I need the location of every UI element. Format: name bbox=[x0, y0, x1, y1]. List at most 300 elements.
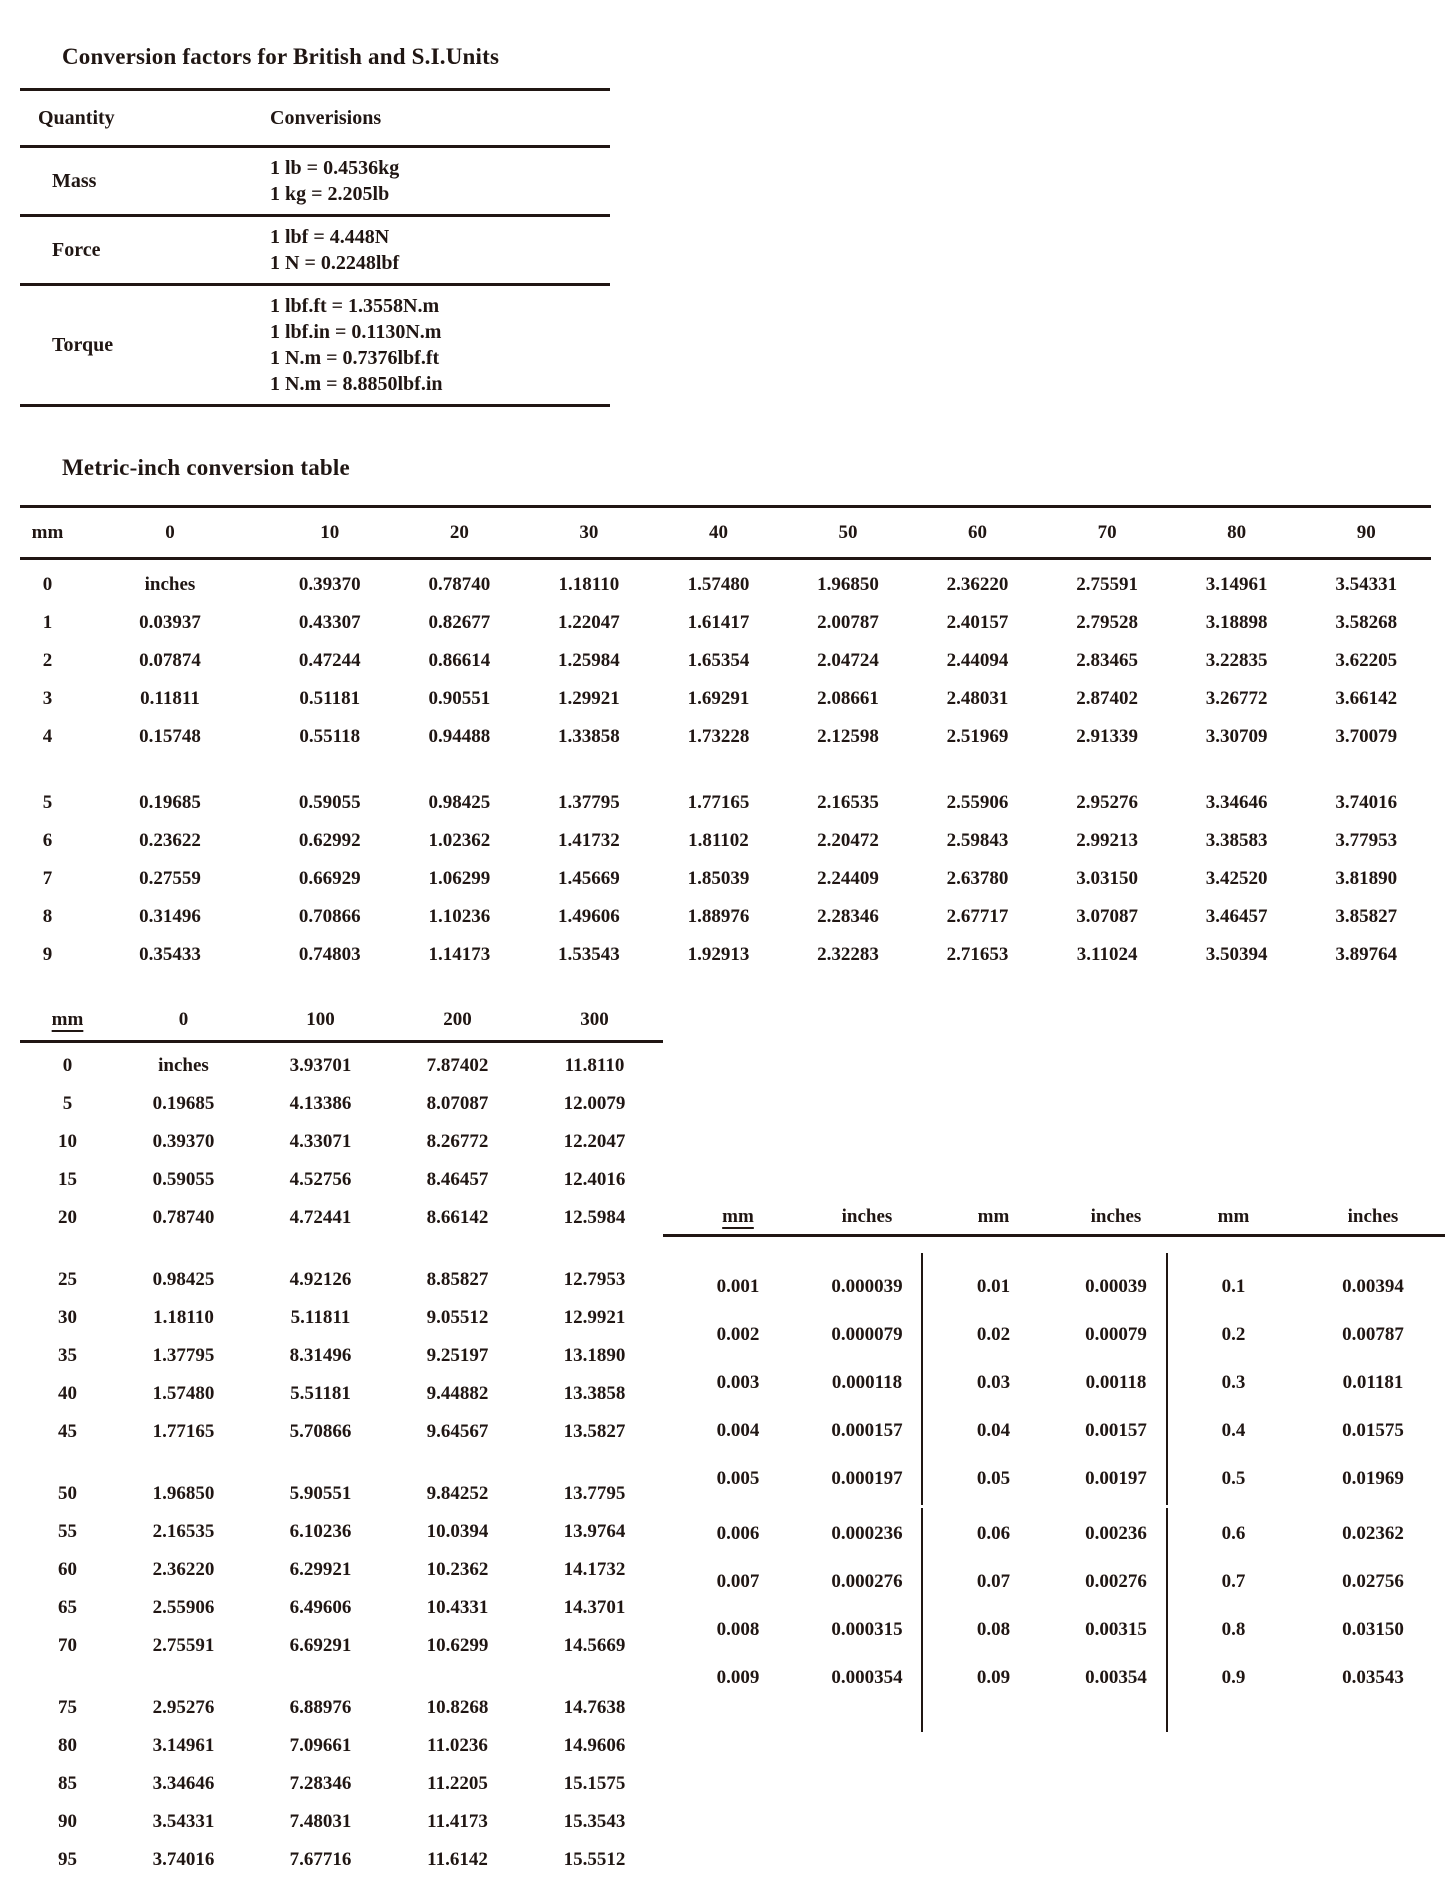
table-cell: 5.51181 bbox=[290, 1383, 351, 1404]
table-cell: 0.2 bbox=[1221, 1324, 1246, 1345]
table-cell: 2.87402 bbox=[1076, 688, 1138, 709]
table-cell: 1.22047 bbox=[558, 612, 620, 633]
table-cell: 6 bbox=[42, 830, 53, 851]
metric-inch-title: Metric-inch conversion table bbox=[62, 455, 350, 480]
table-cell: 4 bbox=[42, 726, 53, 747]
table-cell: 0.000039 bbox=[831, 1276, 903, 1297]
table-row bbox=[270, 250, 610, 276]
table-cell: 30 bbox=[58, 1307, 77, 1328]
column-header: 40 bbox=[708, 521, 728, 543]
table-cell: 0.23622 bbox=[139, 830, 201, 851]
table-cell: 3.34646 bbox=[152, 1773, 215, 1794]
table-cell: 0.15748 bbox=[139, 726, 201, 747]
table-cell: 9.64567 bbox=[426, 1421, 489, 1442]
table-row bbox=[20, 566, 1431, 604]
table-cell: 0.009 bbox=[716, 1667, 760, 1688]
table-row bbox=[20, 1337, 663, 1375]
table-row bbox=[20, 1803, 663, 1841]
table-row bbox=[20, 1589, 663, 1627]
table-cell: 0.01 bbox=[976, 1276, 1011, 1297]
table-cell: 80 bbox=[58, 1735, 77, 1756]
table-cell: 8 bbox=[42, 906, 53, 927]
table-row bbox=[663, 1558, 1445, 1606]
column-divider bbox=[921, 1253, 923, 1505]
table-cell: 11.8110 bbox=[564, 1055, 625, 1076]
table-cell: 0.03543 bbox=[1342, 1667, 1404, 1688]
table-cell: 2.00787 bbox=[817, 612, 879, 633]
column-header: 70 bbox=[1097, 521, 1117, 543]
table-cell: 0.006 bbox=[716, 1523, 760, 1544]
table-cell: 14.5669 bbox=[563, 1635, 626, 1656]
table-cell: 0.94488 bbox=[428, 726, 491, 747]
table-cell: 0.000118 bbox=[831, 1372, 903, 1393]
table-cell: 1.81102 bbox=[688, 830, 749, 851]
table-cell: 10.8268 bbox=[426, 1697, 489, 1718]
table-cell: 0.02362 bbox=[1342, 1523, 1404, 1544]
quantity-label: Torque bbox=[52, 333, 114, 356]
table-cell: 6.88976 bbox=[289, 1697, 352, 1718]
table-cell: 5 bbox=[62, 1093, 73, 1114]
table-row bbox=[20, 1375, 663, 1413]
table-row bbox=[20, 898, 1431, 936]
column-header: mm bbox=[977, 1206, 1010, 1227]
table-cell: 3.62205 bbox=[1335, 650, 1398, 671]
table-cell: 3.66142 bbox=[1335, 688, 1398, 709]
table-cell: 8.46457 bbox=[426, 1169, 489, 1190]
table-cell: 0.002 bbox=[716, 1324, 760, 1345]
table-cell: 3.18898 bbox=[1205, 612, 1268, 633]
column-header: 60 bbox=[968, 521, 988, 543]
column-header: mm bbox=[31, 521, 64, 543]
table-cell: 7.67716 bbox=[289, 1849, 352, 1870]
table-row bbox=[20, 1689, 663, 1727]
table-cell: 12.2047 bbox=[563, 1131, 626, 1152]
table-cell: 3.38583 bbox=[1205, 830, 1268, 851]
column-header: 0 bbox=[165, 521, 175, 543]
table-cell: 0.51181 bbox=[299, 688, 361, 709]
column-header: inches bbox=[1347, 1206, 1399, 1227]
table-cell: 0.000276 bbox=[831, 1571, 903, 1592]
table-cell: 65 bbox=[58, 1597, 77, 1618]
table-cell: 85 bbox=[58, 1773, 77, 1794]
table-cell: 1.02362 bbox=[428, 830, 491, 851]
table-cell: 1.14173 bbox=[428, 944, 491, 965]
table-cell: 2.95276 bbox=[152, 1697, 215, 1718]
table-cell: 0.00315 bbox=[1085, 1619, 1147, 1640]
column-header: mm bbox=[51, 1009, 84, 1030]
table-cell: 3.22835 bbox=[1205, 650, 1268, 671]
column-header: 20 bbox=[449, 521, 469, 543]
table-cell: 0.66929 bbox=[298, 868, 361, 889]
table-cell: 0.00079 bbox=[1085, 1324, 1147, 1345]
table-cell: 10 bbox=[58, 1131, 77, 1152]
table-cell: 0.39370 bbox=[298, 574, 361, 595]
column-header: mm bbox=[722, 1206, 754, 1227]
table-cell: 0.78740 bbox=[428, 574, 491, 595]
table-cell: 0.000197 bbox=[831, 1468, 903, 1489]
table-row bbox=[270, 319, 610, 345]
table-cell: 0.11811 bbox=[140, 688, 200, 709]
table-cell: 0.03937 bbox=[139, 612, 201, 633]
table-cell: 0.90551 bbox=[428, 688, 491, 709]
table-cell: 5.90551 bbox=[289, 1483, 352, 1504]
table-cell: 1.96850 bbox=[817, 574, 879, 595]
table-cell: 0.6 bbox=[1221, 1523, 1246, 1544]
table-cell: 3.07087 bbox=[1076, 906, 1138, 927]
table-cell: 0.01575 bbox=[1342, 1420, 1404, 1441]
tens-table-rows-0-4 bbox=[20, 566, 1431, 756]
table-cell: 2.75591 bbox=[152, 1635, 215, 1656]
table-row bbox=[20, 1123, 663, 1161]
table-cell: 2.08661 bbox=[817, 688, 879, 709]
table-cell: 5 bbox=[42, 792, 53, 813]
table-cell: 0.000315 bbox=[831, 1619, 903, 1640]
table-cell: 2.44094 bbox=[946, 650, 1009, 671]
table-cell: 2.91339 bbox=[1076, 726, 1138, 747]
table-cell: 0.62992 bbox=[298, 830, 361, 851]
table-cell: 14.9606 bbox=[563, 1735, 626, 1756]
table-cell: 40 bbox=[58, 1383, 77, 1404]
table-cell: 14.7638 bbox=[563, 1697, 626, 1718]
column-header: 80 bbox=[1227, 521, 1247, 543]
table-cell: inches bbox=[144, 574, 196, 595]
table-cell: 7 bbox=[42, 868, 53, 889]
table-cell: 15.3543 bbox=[563, 1811, 626, 1832]
table-cell: 6.69291 bbox=[289, 1635, 352, 1656]
hundreds-table-rows-25-45 bbox=[20, 1261, 663, 1451]
table-cell: 3.26772 bbox=[1205, 688, 1268, 709]
table-cell: 2 bbox=[42, 650, 53, 671]
table-row bbox=[20, 936, 1431, 974]
table-cell: 1.37795 bbox=[152, 1345, 215, 1366]
table-row bbox=[663, 1654, 1445, 1702]
table-cell: 13.1890 bbox=[563, 1345, 626, 1366]
table-cell: 0.00157 bbox=[1085, 1420, 1147, 1441]
table-row bbox=[663, 1263, 1445, 1311]
column-header: 50 bbox=[838, 521, 858, 543]
table-cell: 45 bbox=[58, 1421, 77, 1442]
table-cell: 0.09 bbox=[976, 1667, 1011, 1688]
table-cell: 1.18110 bbox=[153, 1307, 214, 1328]
table-cell: 0.43307 bbox=[298, 612, 361, 633]
table-cell: 0.55118 bbox=[299, 726, 361, 747]
table-cell: 35 bbox=[58, 1345, 77, 1366]
table-cell: 95 bbox=[58, 1849, 77, 1870]
table-cell: 6.29921 bbox=[289, 1559, 352, 1580]
table-row bbox=[20, 680, 1431, 718]
table-cell: 0.01181 bbox=[1342, 1372, 1404, 1393]
table-cell: 7.48031 bbox=[289, 1811, 352, 1832]
table-cell: 2.32283 bbox=[817, 944, 879, 965]
table-cell: 0.27559 bbox=[139, 868, 201, 889]
table-row bbox=[20, 860, 1431, 898]
conversion-value: 1 lb = 0.4536kg bbox=[270, 157, 400, 179]
table-row bbox=[20, 1627, 663, 1665]
table-cell: 0.35433 bbox=[139, 944, 201, 965]
table-cell: 4.52756 bbox=[289, 1169, 352, 1190]
hundreds-table-rows-75-95 bbox=[20, 1689, 663, 1879]
table-cell: 3.74016 bbox=[1335, 792, 1398, 813]
conversion-factors-title: Conversion factors for British and S.I.Units bbox=[62, 44, 500, 69]
table-cell: 0.78740 bbox=[152, 1207, 215, 1228]
table-cell: 8.85827 bbox=[426, 1269, 489, 1290]
table-cell: 0.001 bbox=[716, 1276, 760, 1297]
table-cell: 1.10236 bbox=[428, 906, 491, 927]
table-row bbox=[270, 224, 610, 250]
table-cell: 2.71653 bbox=[946, 944, 1009, 965]
table-cell: 0.007 bbox=[716, 1571, 760, 1592]
table-row bbox=[270, 181, 610, 207]
table-cell: 1.77165 bbox=[687, 792, 750, 813]
table-row bbox=[20, 508, 1431, 557]
table-cell: 3.50394 bbox=[1205, 944, 1268, 965]
table-cell: 2.36220 bbox=[946, 574, 1009, 595]
column-header: 100 bbox=[306, 1009, 335, 1030]
table-cell: 1.65354 bbox=[687, 650, 750, 671]
table-cell: 3.46457 bbox=[1205, 906, 1268, 927]
column-header: 10 bbox=[320, 521, 340, 543]
table-cell: 0.74803 bbox=[298, 944, 361, 965]
table-cell: 2.95276 bbox=[1076, 792, 1138, 813]
table-cell: 1.77165 bbox=[152, 1421, 215, 1442]
table-cell: 0.07874 bbox=[139, 650, 201, 671]
table-cell: 3.74016 bbox=[152, 1849, 215, 1870]
table-cell: 0.59055 bbox=[298, 792, 361, 813]
table-cell: 0.00236 bbox=[1085, 1523, 1147, 1544]
table-cell: 1.49606 bbox=[558, 906, 620, 927]
table-cell: 11.6142 bbox=[427, 1849, 488, 1870]
table-cell: 0.82677 bbox=[428, 612, 491, 633]
table-cell: 2.99213 bbox=[1076, 830, 1138, 851]
table-cell: 0.98425 bbox=[428, 792, 491, 813]
table-cell: 1.73228 bbox=[687, 726, 750, 747]
table-cell: 7.87402 bbox=[426, 1055, 489, 1076]
table-row bbox=[20, 1513, 663, 1551]
table-cell: 0.98425 bbox=[152, 1269, 215, 1290]
conversion-value: 1 N.m = 0.7376lbf.ft bbox=[270, 347, 440, 369]
table-cell: 15 bbox=[58, 1169, 77, 1190]
quantity-label: Mass bbox=[52, 169, 97, 192]
table-cell: 0.07 bbox=[976, 1571, 1011, 1592]
table-cell: 0.003 bbox=[716, 1372, 760, 1393]
table-row bbox=[20, 1413, 663, 1451]
hundreds-table-header bbox=[20, 1000, 663, 1043]
table-cell: 12.0079 bbox=[563, 1093, 626, 1114]
table-cell: 6.10236 bbox=[289, 1521, 352, 1542]
table-cell: 2.59843 bbox=[946, 830, 1009, 851]
table-cell: inches bbox=[158, 1055, 209, 1076]
column-header: 300 bbox=[580, 1009, 609, 1030]
table-cell: 1.96850 bbox=[152, 1483, 215, 1504]
table-cell: 0.00276 bbox=[1085, 1571, 1147, 1592]
table-cell: 2.16535 bbox=[817, 792, 879, 813]
table-cell: 2.28346 bbox=[817, 906, 879, 927]
table-row bbox=[20, 784, 1431, 822]
table-cell: 0.03 bbox=[976, 1372, 1011, 1393]
column-divider bbox=[1166, 1508, 1168, 1732]
table-cell: 9.84252 bbox=[426, 1483, 489, 1504]
table-cell: 1.06299 bbox=[428, 868, 491, 889]
table-row bbox=[20, 1047, 663, 1085]
table-cell: 0.000157 bbox=[831, 1420, 903, 1441]
table-cell: 11.0236 bbox=[427, 1735, 488, 1756]
conversion-list bbox=[270, 293, 610, 397]
table-row bbox=[20, 822, 1431, 860]
table-cell: 0.19685 bbox=[139, 792, 201, 813]
decimal-mm-inches-table bbox=[663, 1200, 1445, 1702]
table-cell: 4.13386 bbox=[289, 1093, 352, 1114]
table-cell: 2.55906 bbox=[152, 1597, 215, 1618]
table-cell: 0.004 bbox=[716, 1420, 760, 1441]
table-cell: 8.07087 bbox=[426, 1093, 489, 1114]
table-cell: 12.9921 bbox=[563, 1307, 626, 1328]
table-cell: 1.61417 bbox=[687, 612, 750, 633]
table-cell: 13.9764 bbox=[563, 1521, 626, 1542]
table-cell: 0.5 bbox=[1221, 1468, 1246, 1489]
table-cell: 1.18110 bbox=[558, 574, 620, 595]
table-cell: 12.4016 bbox=[563, 1169, 626, 1190]
table-cell: 12.7953 bbox=[563, 1269, 626, 1290]
decimal-table-header bbox=[663, 1200, 1445, 1237]
table-cell: 55 bbox=[58, 1521, 77, 1542]
conversion-list bbox=[270, 224, 610, 276]
table-row bbox=[20, 642, 1431, 680]
table-cell: 1 bbox=[42, 612, 53, 633]
table-cell: 0.86614 bbox=[428, 650, 491, 671]
table-cell: 3.81890 bbox=[1335, 868, 1398, 889]
table-cell: 14.3701 bbox=[563, 1597, 626, 1618]
table-cell: 0.000236 bbox=[831, 1523, 903, 1544]
table-cell: 9.25197 bbox=[426, 1345, 489, 1366]
column-header: 200 bbox=[443, 1009, 472, 1030]
table-cell: 0.4 bbox=[1221, 1420, 1246, 1441]
table-row bbox=[20, 1161, 663, 1199]
table-cell: 1.37795 bbox=[558, 792, 620, 813]
table-row bbox=[663, 1359, 1445, 1407]
table-cell: 50 bbox=[58, 1483, 77, 1504]
conversion-value: 1 lbf.in = 0.1130N.m bbox=[270, 321, 442, 343]
tens-table-header bbox=[20, 508, 1431, 560]
table-cell: 0.05 bbox=[976, 1468, 1011, 1489]
tens-table-rows-5-9 bbox=[20, 784, 1431, 974]
column-header: inches bbox=[841, 1206, 893, 1227]
table-cell: 3.34646 bbox=[1205, 792, 1268, 813]
column-header: inches bbox=[1090, 1206, 1142, 1227]
table-cell: 1.53543 bbox=[558, 944, 620, 965]
table-row bbox=[270, 293, 610, 319]
table-row bbox=[663, 1510, 1445, 1558]
table-cell: 1.92913 bbox=[687, 944, 750, 965]
table-cell: 2.75591 bbox=[1076, 574, 1138, 595]
table-cell: 0.000354 bbox=[831, 1667, 903, 1688]
column-header: 0 bbox=[178, 1009, 189, 1030]
table-row bbox=[663, 1606, 1445, 1654]
table-cell: 0 bbox=[62, 1055, 73, 1076]
table-cell: 15.1575 bbox=[563, 1773, 626, 1794]
table-cell: 1.25984 bbox=[558, 650, 620, 671]
table-row bbox=[20, 1000, 663, 1040]
column-header: Quantity bbox=[38, 106, 115, 129]
table-row bbox=[20, 91, 610, 145]
table-cell: 0.02 bbox=[976, 1324, 1011, 1345]
table-cell: 2.12598 bbox=[817, 726, 879, 747]
table-cell: 2.79528 bbox=[1076, 612, 1138, 633]
table-cell: 2.40157 bbox=[946, 612, 1009, 633]
table-cell: 10.4331 bbox=[426, 1597, 489, 1618]
table-cell: 7.09661 bbox=[289, 1735, 352, 1756]
table-row bbox=[20, 1085, 663, 1123]
table-cell: 14.1732 bbox=[563, 1559, 626, 1580]
table-cell: 1.41732 bbox=[558, 830, 620, 851]
table-row-force bbox=[20, 217, 610, 286]
metric-inch-hundreds-table bbox=[20, 1000, 663, 1879]
table-cell: 60 bbox=[58, 1559, 77, 1580]
table-cell: 2.83465 bbox=[1076, 650, 1138, 671]
table-cell: 3.14961 bbox=[152, 1735, 215, 1756]
table-cell: 2.55906 bbox=[946, 792, 1009, 813]
table-cell: 3.93701 bbox=[289, 1055, 352, 1076]
table-cell: 8.66142 bbox=[426, 1207, 489, 1228]
table-cell: 1.69291 bbox=[687, 688, 750, 709]
table-cell: 0.02756 bbox=[1342, 1571, 1404, 1592]
table-cell: 0.8 bbox=[1221, 1619, 1246, 1640]
table-cell: 0.000079 bbox=[831, 1324, 903, 1345]
table-cell: 1.33858 bbox=[558, 726, 620, 747]
table-row bbox=[20, 1727, 663, 1765]
table-cell: 4.92126 bbox=[289, 1269, 352, 1290]
table-row bbox=[20, 1475, 663, 1513]
table-cell: 0 bbox=[42, 574, 53, 595]
conversion-value: 1 lbf = 4.448N bbox=[270, 226, 390, 248]
table-cell: 3.14961 bbox=[1205, 574, 1268, 595]
table-row-torque bbox=[20, 286, 610, 407]
table-cell: 15.5512 bbox=[563, 1849, 626, 1870]
conversion-value: 1 N.m = 8.8850lbf.in bbox=[270, 373, 443, 395]
table-cell: 13.3858 bbox=[563, 1383, 626, 1404]
table-cell: 0.00039 bbox=[1085, 1276, 1147, 1297]
table-cell: 0.7 bbox=[1221, 1571, 1246, 1592]
table-cell: 10.2362 bbox=[426, 1559, 489, 1580]
table-cell: 3.42520 bbox=[1205, 868, 1268, 889]
table-cell: 9.44882 bbox=[426, 1383, 489, 1404]
table-cell: 2.63780 bbox=[946, 868, 1009, 889]
table-cell: 75 bbox=[58, 1697, 77, 1718]
table-row bbox=[20, 604, 1431, 642]
table-cell: 7.28346 bbox=[289, 1773, 352, 1794]
table-cell: 11.2205 bbox=[427, 1773, 488, 1794]
column-divider bbox=[1166, 1253, 1168, 1505]
table-cell: 0.00354 bbox=[1085, 1667, 1147, 1688]
table-cell: 1.57480 bbox=[152, 1383, 215, 1404]
table-row bbox=[270, 155, 610, 181]
table-cell: 1.45669 bbox=[558, 868, 620, 889]
table-cell: 0.9 bbox=[1221, 1667, 1246, 1688]
column-header: 90 bbox=[1356, 521, 1376, 543]
table-cell: 2.24409 bbox=[817, 868, 879, 889]
table-cell: 8.26772 bbox=[426, 1131, 489, 1152]
table-row bbox=[270, 371, 610, 397]
table-cell: 11.4173 bbox=[427, 1811, 488, 1832]
conversion-value: 1 N = 0.2248lbf bbox=[270, 252, 400, 274]
table-cell: 0.39370 bbox=[152, 1131, 215, 1152]
table-cell: 3.54331 bbox=[1335, 574, 1398, 595]
table-cell: 1.85039 bbox=[687, 868, 750, 889]
table-cell: 25 bbox=[58, 1269, 77, 1290]
column-header: mm bbox=[1217, 1206, 1250, 1227]
table-cell: 2.51969 bbox=[946, 726, 1009, 747]
table-cell: 6.49606 bbox=[289, 1597, 352, 1618]
table-cell: 3.11024 bbox=[1076, 944, 1138, 965]
